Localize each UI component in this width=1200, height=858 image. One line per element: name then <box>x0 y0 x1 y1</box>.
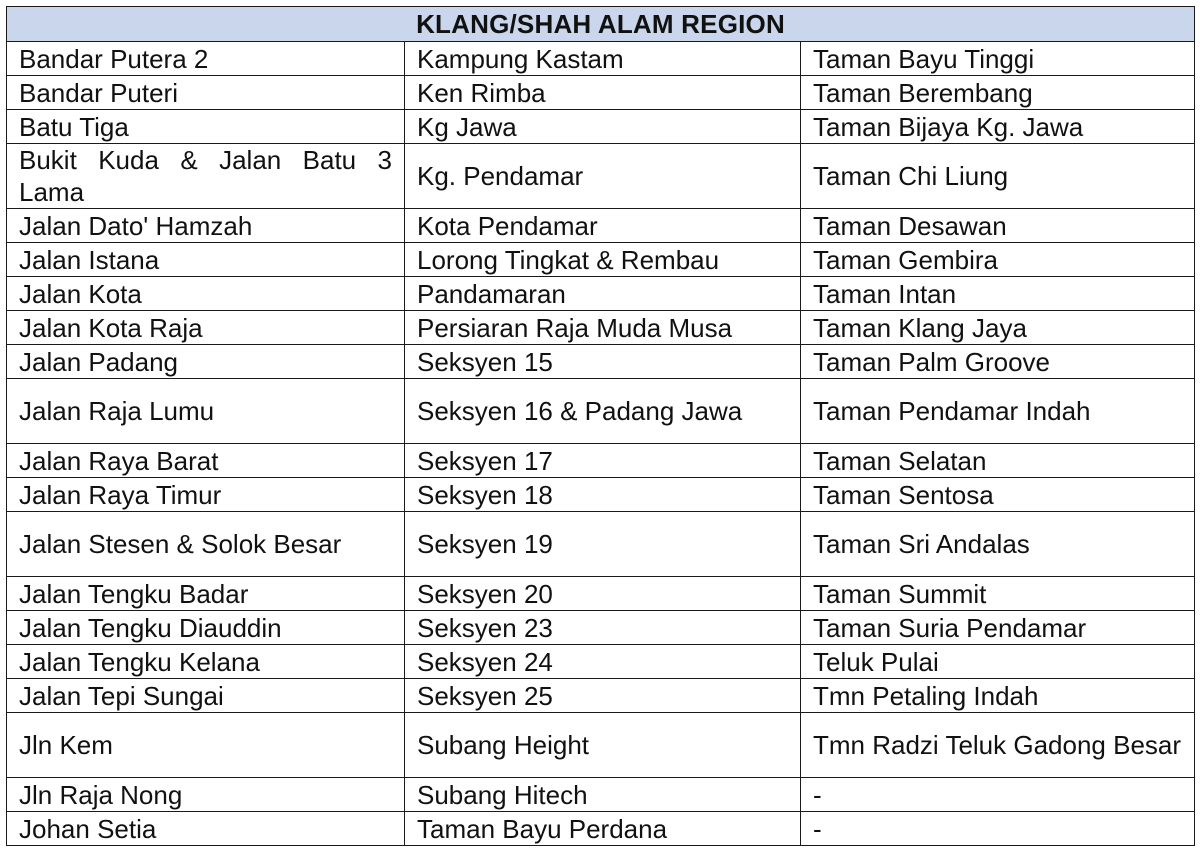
table-cell: Jalan Padang <box>7 345 405 379</box>
table-cell: Seksyen 15 <box>405 345 801 379</box>
table-cell: Seksyen 23 <box>405 611 801 645</box>
table-row <box>7 243 1195 277</box>
table-cell: Taman Gembira <box>801 243 1195 277</box>
table-cell: Jalan Tengku Kelana <box>7 645 405 679</box>
table-cell: Jalan Tengku Diauddin <box>7 611 405 645</box>
table-cell: Pandamaran <box>405 277 801 311</box>
table-row <box>7 812 1195 846</box>
table-cell: Persiaran Raja Muda Musa <box>405 311 801 345</box>
table-cell: Ken Rimba <box>405 76 801 110</box>
table-cell: Taman Palm Groove <box>801 345 1195 379</box>
table-cell: Taman Pendamar Indah <box>801 379 1195 444</box>
table-cell: Kota Pendamar <box>405 209 801 243</box>
table-cell: Kg. Pendamar <box>405 144 801 209</box>
table-row <box>7 209 1195 243</box>
table-cell: Taman Klang Jaya <box>801 311 1195 345</box>
table-row <box>7 311 1195 345</box>
table-title: KLANG/SHAH ALAM REGION <box>7 7 1195 42</box>
table-cell: Johan Setia <box>7 812 405 846</box>
table-cell: Seksyen 17 <box>405 444 801 478</box>
table-row <box>7 611 1195 645</box>
table-cell: Tmn Petaling Indah <box>801 679 1195 713</box>
table-row <box>7 76 1195 110</box>
table-cell: Taman Bayu Tinggi <box>801 42 1195 76</box>
table-cell: Seksyen 19 <box>405 512 801 577</box>
table-cell: Jln Raja Nong <box>7 778 405 812</box>
table-cell: - <box>801 778 1195 812</box>
table-row <box>7 577 1195 611</box>
table-cell: Taman Desawan <box>801 209 1195 243</box>
table-row <box>7 110 1195 144</box>
table-header-row <box>7 7 1195 42</box>
table-row <box>7 277 1195 311</box>
table-cell: Jalan Dato' Hamzah <box>7 209 405 243</box>
table-cell: Batu Tiga <box>7 110 405 144</box>
region-table <box>6 6 1195 846</box>
table-cell: Kg Jawa <box>405 110 801 144</box>
table-cell: Jalan Istana <box>7 243 405 277</box>
table-cell: Jln Kem <box>7 713 405 778</box>
table-cell: Taman Chi Liung <box>801 144 1195 209</box>
table-row <box>7 42 1195 76</box>
table-cell: Jalan Raya Barat <box>7 444 405 478</box>
table-row <box>7 444 1195 478</box>
table-cell: Taman Intan <box>801 277 1195 311</box>
table-cell: Seksyen 16 & Padang Jawa <box>405 379 801 444</box>
table-row <box>7 679 1195 713</box>
table-row <box>7 478 1195 512</box>
table-cell: Subang Hitech <box>405 778 801 812</box>
table-row <box>7 379 1195 444</box>
table-cell: Jalan Stesen & Solok Besar <box>7 512 405 577</box>
table-row <box>7 713 1195 778</box>
table-row <box>7 512 1195 577</box>
table-cell: Kampung Kastam <box>405 42 801 76</box>
table-cell: Seksyen 24 <box>405 645 801 679</box>
table-cell: Bandar Puteri <box>7 76 405 110</box>
table-cell: Jalan Tepi Sungai <box>7 679 405 713</box>
table-row <box>7 345 1195 379</box>
table-cell: Seksyen 25 <box>405 679 801 713</box>
table-cell: Jalan Tengku Badar <box>7 577 405 611</box>
table-cell: Taman Selatan <box>801 444 1195 478</box>
table-cell: Taman Suria Pendamar <box>801 611 1195 645</box>
table-row <box>7 645 1195 679</box>
table-cell: Taman Sentosa <box>801 478 1195 512</box>
table-cell: Lorong Tingkat & Rembau <box>405 243 801 277</box>
table-row <box>7 778 1195 812</box>
table-cell: Taman Summit <box>801 577 1195 611</box>
table-row <box>7 144 1195 209</box>
table-cell: Seksyen 18 <box>405 478 801 512</box>
table-cell: Seksyen 20 <box>405 577 801 611</box>
table-cell: Taman Bijaya Kg. Jawa <box>801 110 1195 144</box>
table-cell: - <box>801 812 1195 846</box>
table-cell: Jalan Raja Lumu <box>7 379 405 444</box>
table-cell: Subang Height <box>405 713 801 778</box>
table-cell: Jalan Raya Timur <box>7 478 405 512</box>
table-cell: Jalan Kota <box>7 277 405 311</box>
table-cell: Bukit Kuda & Jalan Batu 3 Lama <box>7 144 405 209</box>
table-cell: Taman Sri Andalas <box>801 512 1195 577</box>
table-cell: Taman Bayu Perdana <box>405 812 801 846</box>
table-cell: Teluk Pulai <box>801 645 1195 679</box>
table-cell: Bandar Putera 2 <box>7 42 405 76</box>
table-cell: Taman Berembang <box>801 76 1195 110</box>
table-cell: Jalan Kota Raja <box>7 311 405 345</box>
table-cell: Tmn Radzi Teluk Gadong Besar <box>801 713 1195 778</box>
